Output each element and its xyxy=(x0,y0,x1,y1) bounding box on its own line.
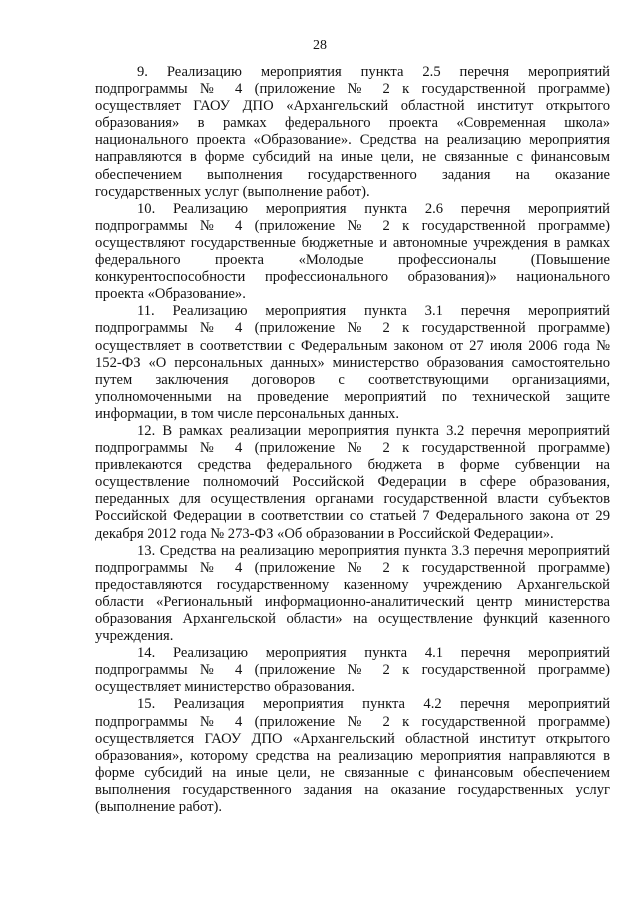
paragraph-9: 9. Реализацию мероприятия пункта 2.5 перечня мероприятий подпрограммы № 4 (приложение № 2 к государственной программе) осуществляет ГАОУ ДПО «Архангельский областной институт открытого образования» в рамках федерального проекта «Современная школа» национального проекта «Образование». Средства на реализацию мероприятия направляются в форме субсидий на иные цели, не связанные с финансовым обеспечением выполнения государственного задания на оказание государственных услуг (выполнение работ). xyxy=(95,64,610,200)
document-body xyxy=(95,64,610,816)
paragraph-12: 12. В рамках реализации мероприятия пункта 3.2 перечня мероприятий подпрограммы № 4 (приложение № 2 к государственной программе) привлекаются средства федерального бюджета в форме субвенции на осуществление полномочий Российской Федерации в сфере образования, переданных для осуществления органами государственной власти субъектов Российской Федерации в соответствии со статьей 7 Федерального закона от 29 декабря 2012 года № 273-ФЗ «Об образовании в Российской Федерации». xyxy=(95,422,610,542)
paragraph-11: 11. Реализацию мероприятия пункта 3.1 перечня мероприятий подпрограммы № 4 (приложение № 2 к государственной программе) осуществляет в соответствии с Федеральным законом от 27 июля 2006 года № 152-ФЗ «О персональных данных» министерство образования самостоятельно путем заключения договоров с соответствующими организациями, уполномоченными на проведение мероприятий по технической защите информации, в том числе персональных данных. xyxy=(95,303,610,422)
paragraph-14: 14. Реализацию мероприятия пункта 4.1 перечня мероприятий подпрограммы № 4 (приложение № 2 к государственной программе) осуществляет министерство образования. xyxy=(95,645,610,696)
paragraph-15: 15. Реализация мероприятия пункта 4.2 перечня мероприятий подпрограммы № 4 (приложение № 2 к государственной программе) осуществляется ГАОУ ДПО «Архангельский областной институт открытого образования», которому средства на реализацию мероприятия направляются в форме субсидий на иные цели, не связанные с финансовым обеспечением выполнения государственного задания на оказание государственных услуг (выполнение работ). xyxy=(95,696,610,816)
paragraph-13: 13. Средства на реализацию мероприятия пункта 3.3 перечня мероприятий подпрограммы № 4 (приложение № 2 к государственной программе) предоставляются государственному казенному учреждению Архангельской области «Региональный информационно-аналитический центр министерства образования Архангельской области» на осуществление функций казенного учреждения. xyxy=(95,542,610,645)
paragraph-10: 10. Реализацию мероприятия пункта 2.6 перечня мероприятий подпрограммы № 4 (приложение № 2 к государственной программе) осуществляют государственные бюджетные и автономные учреждения в рамках федерального проекта «Молодые профессионалы (Повышение конкурентоспособности профессионального образования)» национального проекта «Образование». xyxy=(95,200,610,303)
page-number: 28 xyxy=(313,38,327,53)
